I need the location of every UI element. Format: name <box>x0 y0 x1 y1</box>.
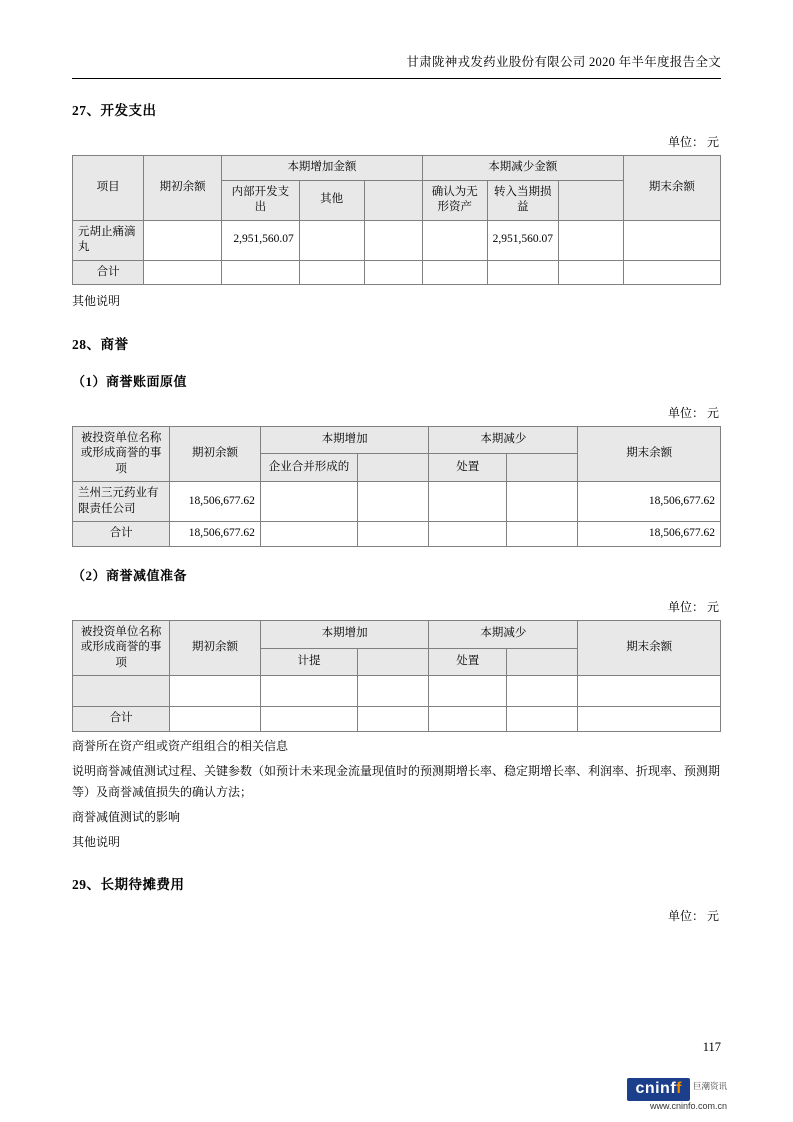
total-decrease-blank <box>558 260 623 285</box>
col-investee-name: 被投资单位名称或形成商誉的事项 <box>73 426 170 482</box>
total-decrease-blank <box>507 707 578 732</box>
cell-increase-blank <box>358 482 429 522</box>
cell-begin: 18,506,677.62 <box>170 482 261 522</box>
col-decrease-dispose: 处置 <box>429 454 507 482</box>
goodwill-impairment-table <box>72 620 721 732</box>
logo-url: www.cninfo.com.cn <box>649 1100 727 1111</box>
table-header-row <box>73 620 721 648</box>
page-number: 117 <box>702 1040 721 1054</box>
cell-increase-merger <box>260 482 357 522</box>
total-begin <box>170 707 261 732</box>
total-decrease-dispose <box>429 707 507 732</box>
logo-accent: f <box>676 1080 682 1097</box>
col-begin-balance: 期初余额 <box>170 620 261 676</box>
section-title-28: 28、商誉 <box>72 336 129 352</box>
section-title-27: 27、开发支出 <box>72 103 157 118</box>
col-increase-other: 其他 <box>299 180 364 220</box>
total-end <box>623 260 720 285</box>
col-increase-internal: 内部开发支出 <box>222 180 300 220</box>
row-label: 元胡止痛滴丸 <box>73 220 144 260</box>
total-end <box>578 707 721 732</box>
col-decrease-blank <box>507 648 578 676</box>
goodwill-note-3: 商誉减值测试的影响 <box>72 809 181 824</box>
cell-end <box>623 220 720 260</box>
cell-end: 18,506,677.62 <box>578 482 721 522</box>
col-investee-name: 被投资单位名称或形成商誉的事项 <box>73 620 170 676</box>
header-divider <box>72 78 721 79</box>
running-title: 甘肃陇神戎发药业股份有限公司 2020 年半年度报告全文 <box>406 55 721 69</box>
table-total-row <box>73 260 721 285</box>
table-row <box>73 220 721 260</box>
cell-increase-blank <box>358 676 429 707</box>
table-header-row <box>73 156 721 181</box>
cell-increase-internal: 2,951,560.07 <box>222 220 300 260</box>
cell-increase-accrual <box>260 676 357 707</box>
table-row <box>73 676 721 707</box>
col-decrease-blank <box>507 454 578 482</box>
section-title-29: 29、长期待摊费用 <box>72 876 185 892</box>
unit-label-29: 单位： 元 <box>667 908 719 923</box>
page-header <box>72 0 721 70</box>
col-increase-accrual: 计提 <box>260 648 357 676</box>
col-decrease-dispose: 处置 <box>429 648 507 676</box>
cell-decrease-dispose <box>429 676 507 707</box>
goodwill-original-value-table <box>72 426 721 547</box>
total-end: 18,506,677.62 <box>578 522 721 547</box>
total-increase-other <box>299 260 364 285</box>
total-decrease-intangible <box>422 260 487 285</box>
cell-end <box>578 676 721 707</box>
total-label: 合计 <box>73 260 144 285</box>
col-decrease-group: 本期减少金额 <box>422 156 623 181</box>
table-header-row <box>73 426 721 454</box>
total-increase-merger <box>260 522 357 547</box>
row-label <box>73 676 170 707</box>
col-decrease-blank <box>558 180 623 220</box>
cell-decrease-blank <box>507 676 578 707</box>
total-label: 合计 <box>73 707 170 732</box>
total-increase-blank <box>364 260 422 285</box>
total-increase-internal <box>222 260 300 285</box>
cell-decrease-blank <box>507 482 578 522</box>
total-increase-blank <box>358 707 429 732</box>
total-increase-accrual <box>260 707 357 732</box>
col-increase-merger: 企业合并形成的 <box>260 454 357 482</box>
col-begin-balance: 期初余额 <box>170 426 261 482</box>
cell-decrease-dispose <box>429 482 507 522</box>
subsection-title-28-1: （1）商誉账面原值 <box>72 373 188 389</box>
total-decrease-profit <box>487 260 558 285</box>
cell-increase-other <box>299 220 364 260</box>
cell-increase-blank <box>364 220 422 260</box>
col-end-balance: 期末余额 <box>578 426 721 482</box>
col-increase-blank <box>364 180 422 220</box>
col-increase-blank <box>358 454 429 482</box>
col-decrease-intangible: 确认为无形资产 <box>422 180 487 220</box>
col-end-balance: 期末余额 <box>623 156 720 221</box>
table-total-row <box>73 522 721 547</box>
table-total-row <box>73 707 721 732</box>
col-increase-group: 本期增加 <box>260 426 428 454</box>
col-item: 项目 <box>73 156 144 221</box>
total-decrease-blank <box>507 522 578 547</box>
cell-decrease-blank <box>558 220 623 260</box>
total-label: 合计 <box>73 522 170 547</box>
table-row <box>73 482 721 522</box>
col-increase-group: 本期增加金额 <box>222 156 423 181</box>
cell-decrease-intangible <box>422 220 487 260</box>
cninfo-logo <box>627 1078 727 1111</box>
development-expenditure-table <box>72 155 721 285</box>
unit-label-27: 单位： 元 <box>667 135 719 149</box>
col-increase-group: 本期增加 <box>260 620 428 648</box>
logo-chinese-label: 巨潮资讯 <box>692 1081 727 1091</box>
unit-label-28-1: 单位： 元 <box>667 405 719 420</box>
cell-begin <box>144 220 222 260</box>
goodwill-note-1: 商誉所在资产组或资产组组合的相关信息 <box>72 738 289 753</box>
total-begin <box>144 260 222 285</box>
subsection-title-28-2: （2）商誉减值准备 <box>72 567 188 583</box>
cell-begin <box>170 676 261 707</box>
logo-mark <box>627 1078 690 1101</box>
cell-decrease-profit: 2,951,560.07 <box>487 220 558 260</box>
unit-label-28-2: 单位： 元 <box>667 599 719 614</box>
total-increase-blank <box>358 522 429 547</box>
total-begin: 18,506,677.62 <box>170 522 261 547</box>
goodwill-note-2: 说明商誉减值测试过程、关键参数（如预计未来现金流量现值时的预测期增长率、稳定期增长率、利润率、折现率、预测期等）及商誉减值损失的确认方法； <box>72 763 721 799</box>
logo-text: cninf <box>635 1080 677 1097</box>
col-decrease-group: 本期减少 <box>429 620 578 648</box>
col-increase-blank <box>358 648 429 676</box>
col-decrease-group: 本期减少 <box>429 426 578 454</box>
col-end-balance: 期末余额 <box>578 620 721 676</box>
total-decrease-dispose <box>429 522 507 547</box>
col-begin-balance: 期初余额 <box>144 156 222 221</box>
goodwill-note-4: 其他说明 <box>72 834 121 849</box>
row-label: 兰州三元药业有限责任公司 <box>73 482 170 522</box>
other-explanation-27: 其他说明 <box>72 294 121 309</box>
col-decrease-profit: 转入当期损益 <box>487 180 558 220</box>
